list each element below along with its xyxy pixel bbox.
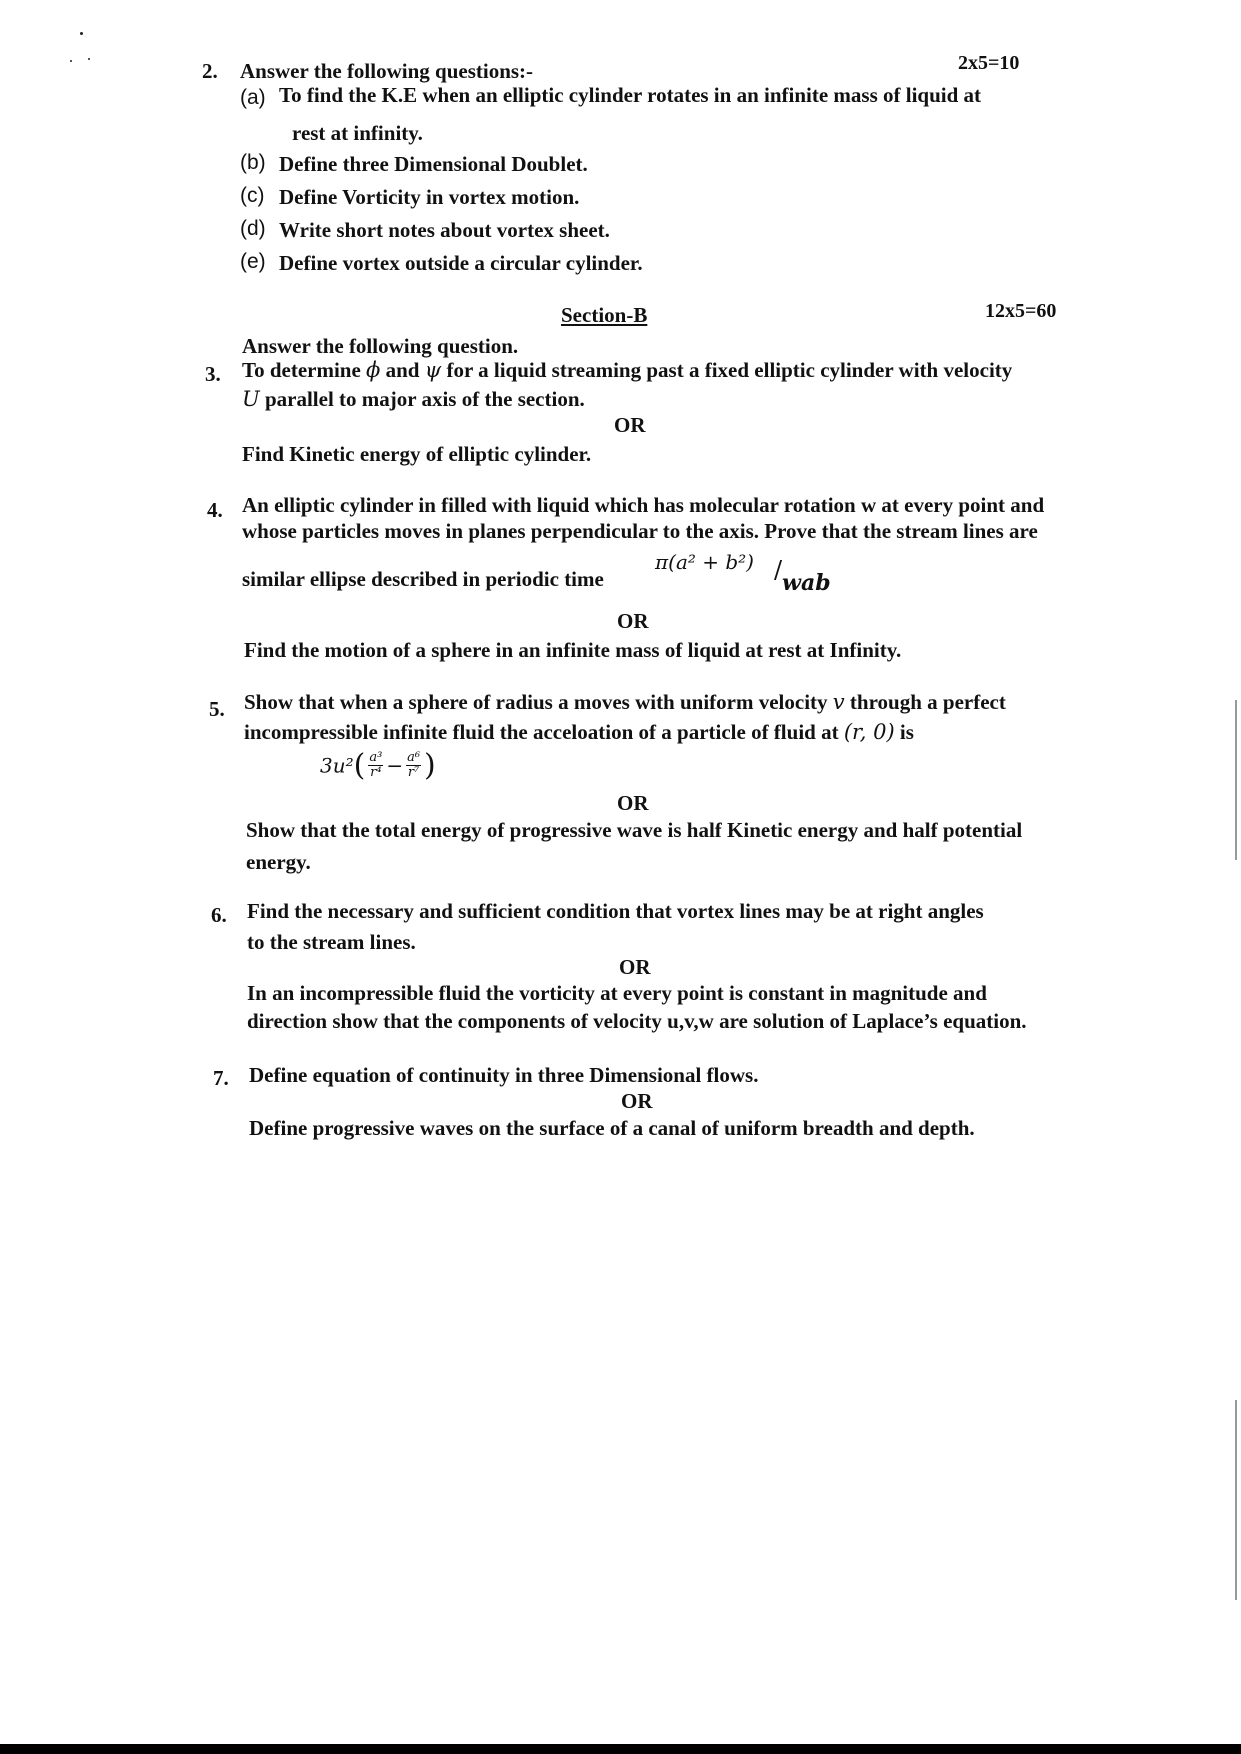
question-number: 2. <box>202 59 218 83</box>
text-run: Show that when a sphere of radius a moves with uniform velocity <box>244 690 833 714</box>
alternative-question: energy. <box>246 850 311 874</box>
velocity-symbol: U <box>242 387 260 411</box>
acceleration-formula <box>320 748 436 783</box>
part-text: Define three Dimensional Doublet. <box>279 152 588 176</box>
question-number: 4. <box>207 498 223 522</box>
question-text <box>242 386 585 413</box>
fraction-numerator: a⁶ <box>407 750 421 765</box>
question-text: to the stream lines. <box>247 930 416 954</box>
point-coordinates: (r, 0) <box>843 720 895 744</box>
section-instruction: Answer the following question. <box>242 334 519 358</box>
text-run: To determine <box>242 358 367 382</box>
question-text: Find the necessary and sufficient condition that vortex lines may be at right angles <box>247 899 984 923</box>
text-run: incompressible infinite fluid the acceloation of a particle of fluid at <box>244 720 844 744</box>
formula-slash: / <box>774 556 783 584</box>
scan-speck <box>88 58 90 60</box>
scan-speck <box>70 60 72 62</box>
psi-symbol: ψ <box>424 358 442 382</box>
part-text: Define Vorticity in vortex motion. <box>279 185 580 209</box>
scan-edge-mark <box>1235 1400 1237 1600</box>
question-number: 3. <box>205 362 221 386</box>
alternative-question: Define progressive waves on the surface of a canal of uniform breadth and depth. <box>249 1116 975 1140</box>
part-label: (e) <box>240 250 266 273</box>
formula-denominator: wab <box>782 570 831 596</box>
formula-coefficient: 3u² <box>320 753 354 778</box>
question-text: An elliptic cylinder in filled with liquid which has molecular rotation w at every point and <box>242 493 1045 517</box>
question-text: similar ellipse described in periodic time <box>242 567 604 591</box>
part-label: (b) <box>240 151 266 174</box>
alternative-question: Find Kinetic energy of elliptic cylinder. <box>242 442 592 466</box>
fraction-numerator: a³ <box>369 750 383 765</box>
question-heading: Answer the following questions:- <box>240 59 534 83</box>
velocity-symbol: v <box>832 690 845 714</box>
scan-edge-mark <box>1235 700 1237 860</box>
alternative-question: Show that the total energy of progressive wave is half Kinetic energy and half potential <box>246 818 1023 842</box>
question-text <box>242 357 1012 384</box>
fraction-denominator: r⁴ <box>370 765 382 780</box>
marks-label: 2x5=10 <box>958 52 1020 74</box>
formula-numerator: π(a² + b²) <box>655 550 754 574</box>
alternative-question: In an incompressible fluid the vorticity at every point is constant in magnitude and <box>247 981 987 1005</box>
phi-symbol: ϕ <box>366 358 381 382</box>
section-title: Section-B <box>561 303 648 327</box>
question-number: 7. <box>213 1066 229 1090</box>
part-text: Define vortex outside a circular cylinder. <box>279 251 643 275</box>
paren-close: ) <box>424 748 436 783</box>
marks-label: 12x5=60 <box>985 300 1057 322</box>
fraction <box>406 751 421 780</box>
part-text: rest at infinity. <box>292 121 423 145</box>
part-text: To find the K.E when an elliptic cylinder rotates in an infinite mass of liquid at <box>279 83 982 107</box>
alternative-question: direction show that the components of velocity u,v,w are solution of Laplace’s equation. <box>247 1009 1027 1033</box>
text-run: is <box>894 720 914 744</box>
paren-open: ( <box>353 748 366 783</box>
scan-speck <box>80 32 83 35</box>
alternative-question: Find the motion of a sphere in an infinite mass of liquid at rest at Infinity. <box>244 638 902 662</box>
question-number: 5. <box>209 697 225 721</box>
part-label: (d) <box>240 217 266 240</box>
or-separator: OR <box>617 791 649 815</box>
minus-sign: − <box>386 753 404 778</box>
question-text: whose particles moves in planes perpendicular to the axis. Prove that the stream lines are <box>242 519 1038 543</box>
or-separator: OR <box>614 413 646 437</box>
text-run: for a liquid streaming past a fixed elliptic cylinder with velocity <box>441 358 1013 382</box>
fraction-denominator: r⁷ <box>407 765 420 780</box>
part-label: (c) <box>240 184 265 207</box>
part-text: Write short notes about vortex sheet. <box>279 218 610 242</box>
or-separator: OR <box>617 609 649 633</box>
text-run: and <box>380 358 425 382</box>
part-label: (a) <box>240 86 266 109</box>
question-text <box>244 689 1006 716</box>
question-number: 6. <box>211 903 227 927</box>
fraction <box>368 751 383 780</box>
or-separator: OR <box>621 1089 653 1113</box>
question-text <box>244 719 914 746</box>
scan-bottom-border <box>0 1744 1241 1754</box>
text-run: through a perfect <box>844 690 1006 714</box>
text-run: parallel to major axis of the section. <box>259 387 585 411</box>
or-separator: OR <box>619 955 651 979</box>
question-text: Define equation of continuity in three Dimensional flows. <box>249 1063 759 1087</box>
